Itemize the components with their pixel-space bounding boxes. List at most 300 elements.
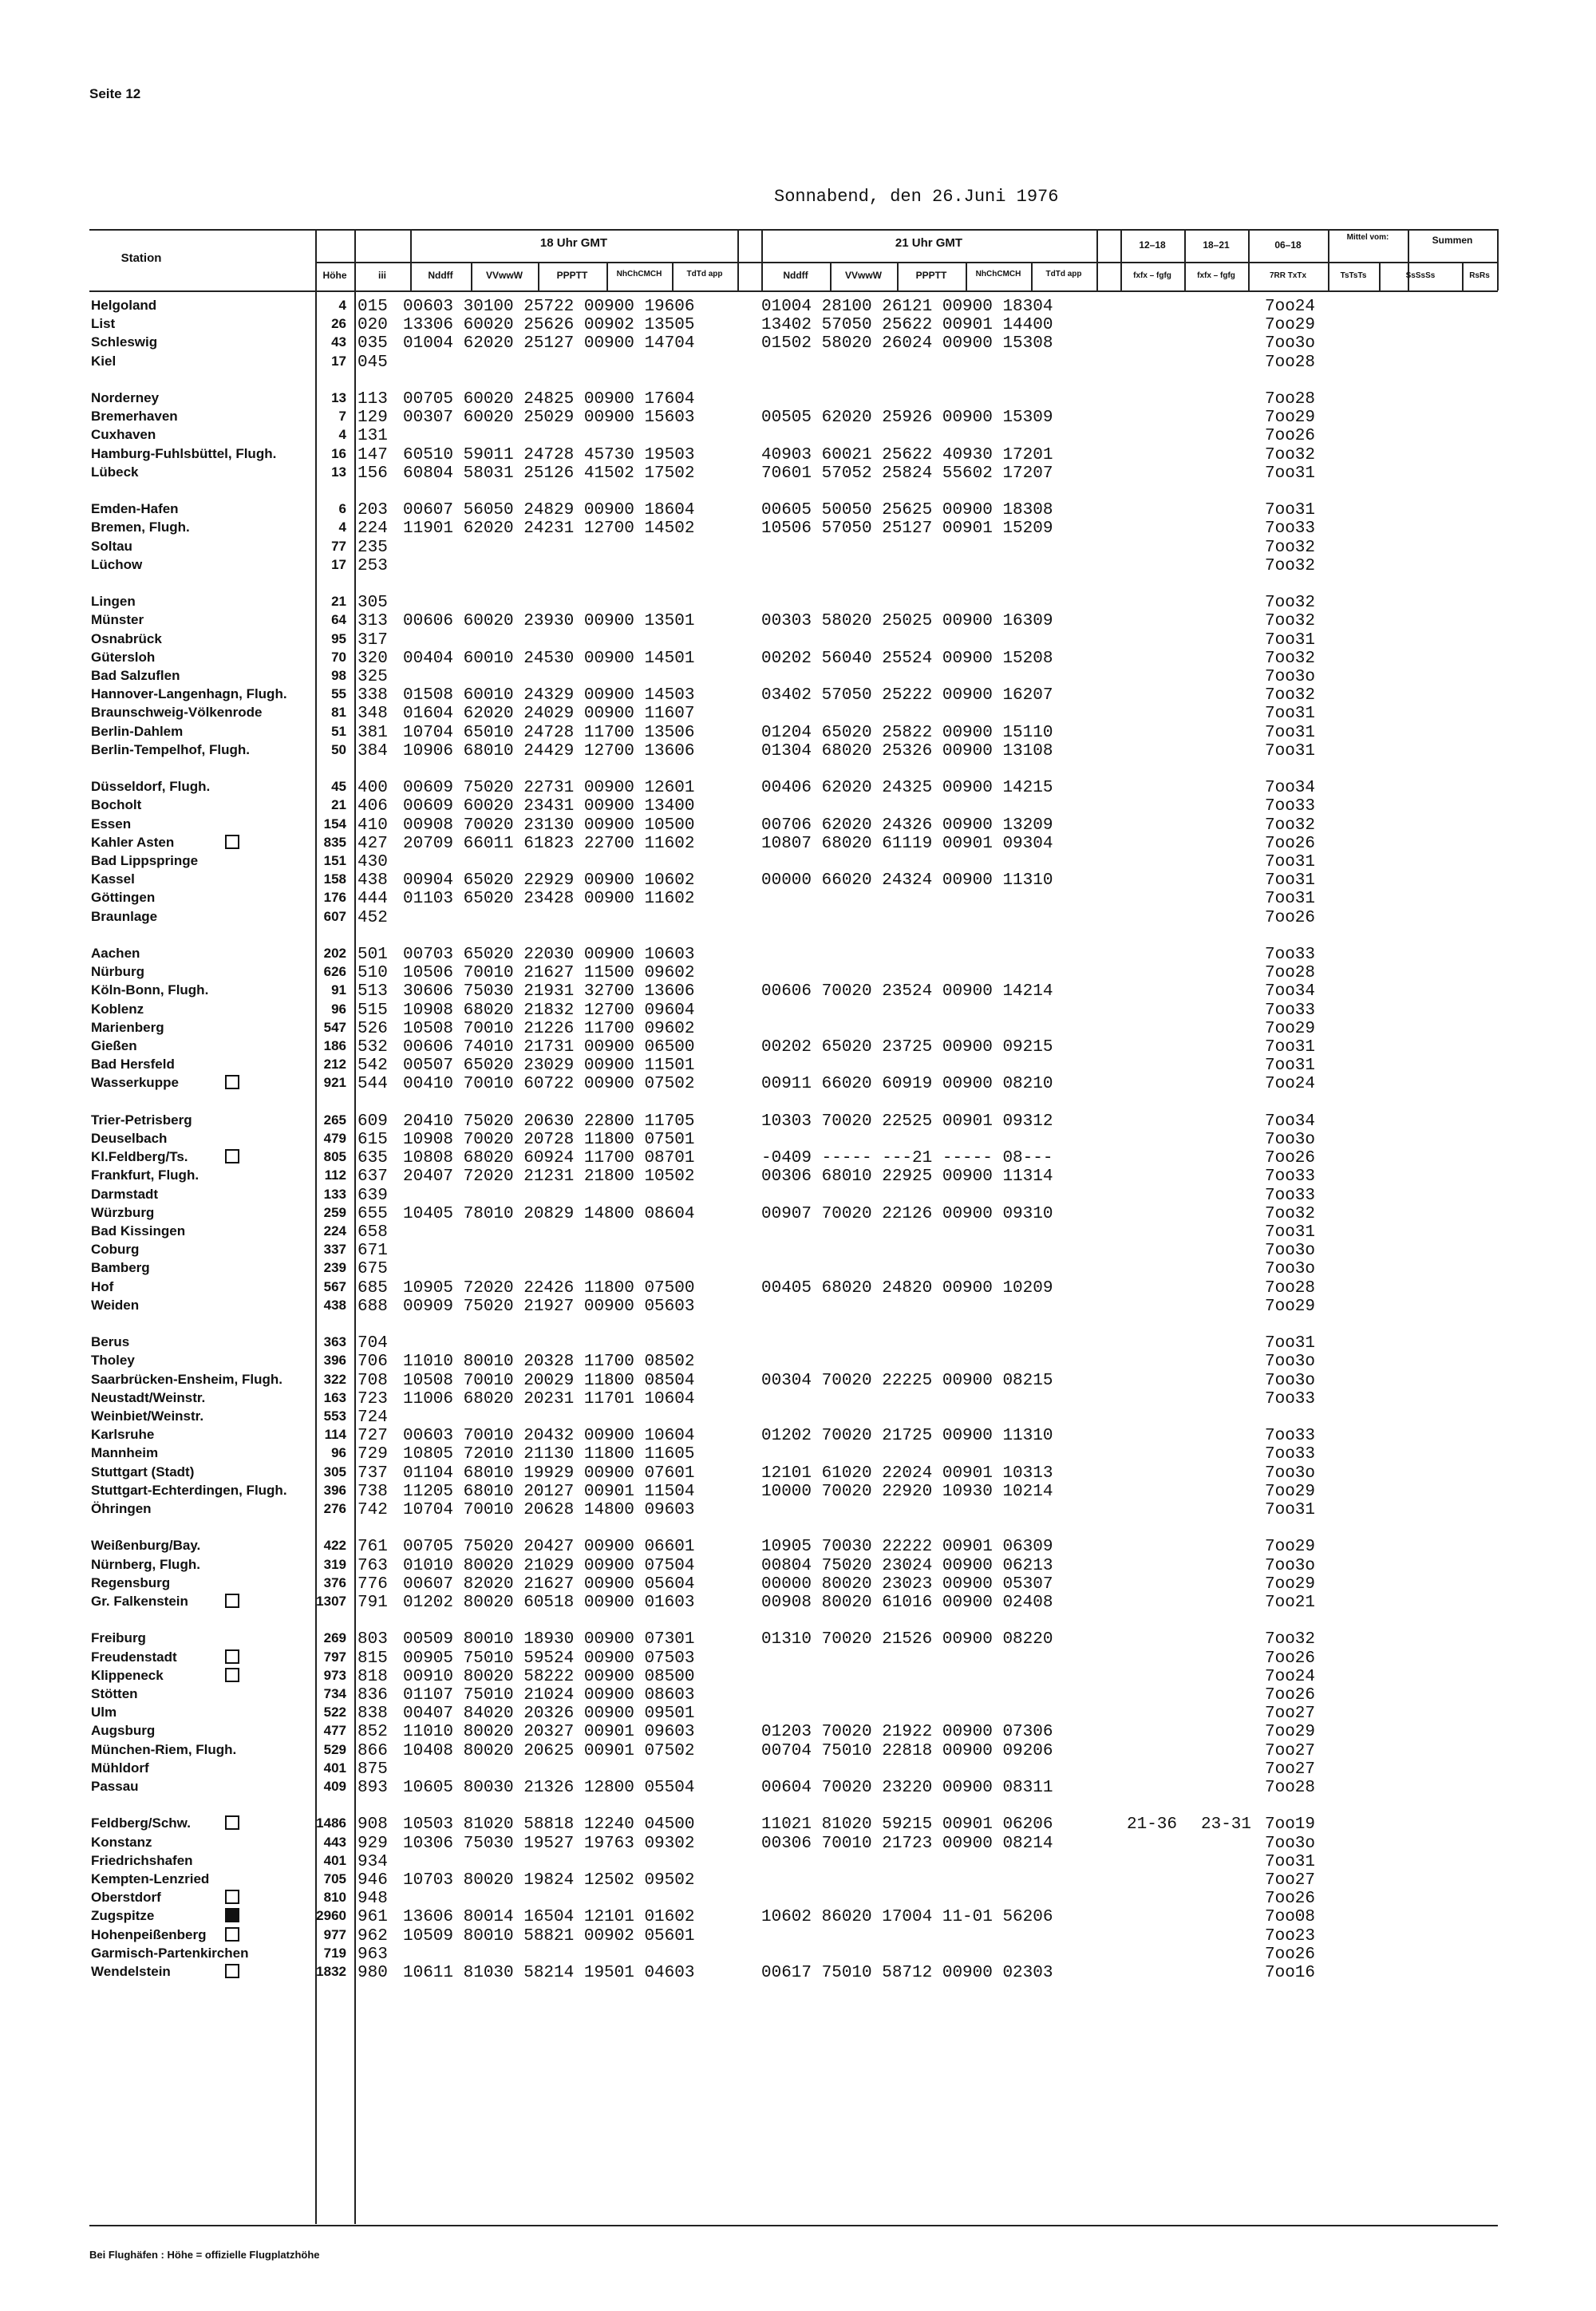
station-number: 704 xyxy=(358,1334,388,1353)
station-name: Köln-Bonn, Flugh. xyxy=(91,982,209,998)
station-number: 526 xyxy=(358,1019,388,1038)
station-number: 893 xyxy=(358,1779,388,1797)
station-number: 961 xyxy=(358,1908,388,1927)
table-row xyxy=(0,742,1596,760)
max-temp-06-18: 7oo31 xyxy=(1265,464,1316,483)
max-temp-06-18: 7oo33 xyxy=(1265,1001,1316,1020)
station-number: 708 xyxy=(358,1371,388,1390)
station-number: 113 xyxy=(358,390,388,409)
station-number: 948 xyxy=(358,1890,388,1909)
station-number: 430 xyxy=(358,853,388,871)
station-height: 401 xyxy=(323,1760,346,1776)
station-height: 443 xyxy=(323,1834,346,1850)
obs-18-utc: 00404 60010 24530 00900 14501 xyxy=(403,649,695,668)
table-row xyxy=(0,1501,1596,1519)
max-temp-06-18: 7oo31 xyxy=(1265,1057,1316,1076)
obs-21-utc: 01204 65020 25822 00900 15110 xyxy=(761,723,1053,742)
table-row xyxy=(0,1964,1596,1982)
max-temp-06-18: 7oo27 xyxy=(1265,1705,1316,1724)
obs-18-utc: 10405 78010 20829 14800 08604 xyxy=(403,1204,695,1223)
table-row xyxy=(0,557,1596,575)
table-row xyxy=(0,1760,1596,1779)
max-temp-06-18: 7oo31 xyxy=(1265,853,1316,871)
station-height: 133 xyxy=(323,1186,346,1202)
station-height: 21 xyxy=(331,594,346,610)
obs-18-utc: 20410 75020 20630 22800 11705 xyxy=(403,1112,695,1131)
table-row xyxy=(0,853,1596,871)
obs-18-utc: 00606 60020 23930 00900 13501 xyxy=(403,612,695,631)
mountain-station-icon xyxy=(225,1649,239,1666)
station-height: 17 xyxy=(331,556,346,572)
station-number: 727 xyxy=(358,1427,388,1446)
table-row xyxy=(0,298,1596,316)
max-temp-06-18: 7oo32 xyxy=(1265,445,1316,464)
station-number: 615 xyxy=(358,1131,388,1149)
station-name: Emden-Hafen xyxy=(91,501,179,517)
station-name: Hohenpeißenberg xyxy=(91,1926,207,1942)
obs-21-utc: 01310 70020 21526 00900 08220 xyxy=(761,1630,1053,1649)
max-temp-06-18: 7oo31 xyxy=(1265,741,1316,760)
table-row xyxy=(0,1649,1596,1668)
station-height: 114 xyxy=(324,1427,346,1443)
station-height: 13 xyxy=(331,464,346,480)
obs-21-utc: 00202 56040 25524 00900 15208 xyxy=(761,649,1053,668)
max-temp-06-18: 7oo33 xyxy=(1265,1167,1316,1187)
station-height: 43 xyxy=(331,334,346,350)
station-height: 4 xyxy=(338,519,346,535)
station-number: 544 xyxy=(358,1075,388,1094)
table-row xyxy=(0,1853,1596,1871)
obs-21-utc: 01502 58020 26024 00900 15308 xyxy=(761,334,1053,354)
table-row xyxy=(0,1205,1596,1223)
mountain-station-icon xyxy=(225,1890,239,1906)
table-row xyxy=(0,1575,1596,1594)
station-number: 515 xyxy=(358,1001,388,1020)
station-number: 609 xyxy=(358,1112,388,1131)
max-temp-06-18: 7oo26 xyxy=(1265,427,1316,446)
obs-18-utc: 01103 65020 23428 00900 11602 xyxy=(403,890,695,909)
station-name: Stötten xyxy=(91,1686,138,1701)
header-rsum: RsRs xyxy=(1469,271,1490,280)
station-name: Braunlage xyxy=(91,908,158,924)
max-temp-06-18: 7oo33 xyxy=(1265,1186,1316,1205)
station-height: 401 xyxy=(323,1852,346,1868)
table-row xyxy=(0,871,1596,890)
station-name: Münster xyxy=(91,612,144,628)
station-name: Bremen, Flugh. xyxy=(91,519,190,535)
table-row xyxy=(0,539,1596,557)
table-row xyxy=(0,1594,1596,1612)
station-number: 235 xyxy=(358,538,388,557)
station-height: 547 xyxy=(323,1019,346,1035)
table-row xyxy=(0,1445,1596,1464)
max-temp-06-18: 7oo29 xyxy=(1265,316,1316,335)
max-temp-06-18: 7oo33 xyxy=(1265,1445,1316,1464)
table-row xyxy=(0,650,1596,668)
station-name: Frankfurt, Flugh. xyxy=(91,1167,200,1183)
obs-21-utc: 00617 75010 58712 00900 02303 xyxy=(761,1964,1053,1982)
table-row xyxy=(0,724,1596,742)
obs-18-utc: 01107 75010 21024 00900 08603 xyxy=(403,1686,695,1705)
max-temp-06-18: 7oo24 xyxy=(1265,298,1316,316)
station-name: Kempten-Lenzried xyxy=(91,1871,210,1886)
obs-18-utc: 00905 75010 59524 00900 07503 xyxy=(403,1649,695,1668)
max-temp-06-18: 7oo33 xyxy=(1265,946,1316,964)
obs-21-utc: 01202 70020 21725 00900 11310 xyxy=(761,1427,1053,1446)
max-temp-06-18: 7oo3o xyxy=(1265,1556,1316,1575)
obs-21-utc: 10303 70020 22525 00901 09312 xyxy=(761,1112,1053,1131)
station-number: 400 xyxy=(358,779,388,798)
mountain-station-filled-icon xyxy=(225,1908,239,1925)
station-name: Hamburg-Fuhlsbüttel, Flugh. xyxy=(91,445,277,461)
station-number: 020 xyxy=(358,316,388,335)
obs-18-utc: 00507 65020 23029 00900 11501 xyxy=(403,1057,695,1076)
max-temp-06-18: 7oo28 xyxy=(1265,1779,1316,1797)
station-number: 723 xyxy=(358,1389,388,1408)
obs-18-utc: 10906 68010 24429 12700 13606 xyxy=(403,741,695,760)
obs-21-utc: 12101 61020 22024 00901 10313 xyxy=(761,1464,1053,1483)
obs-21-utc: -0409 ----- ---21 ----- 08--- xyxy=(761,1149,1053,1168)
obs-18-utc: 60804 58031 25126 41502 17502 xyxy=(403,464,695,483)
station-name: Cuxhaven xyxy=(91,427,156,443)
station-number: 639 xyxy=(358,1186,388,1205)
station-name: Hannover-Langenhagn, Flugh. xyxy=(91,686,287,702)
max-temp-06-18: 7oo23 xyxy=(1265,1926,1316,1946)
max-temp-06-18: 7oo32 xyxy=(1265,649,1316,668)
station-name: Nürnberg, Flugh. xyxy=(91,1556,200,1572)
mountain-station-icon xyxy=(225,1149,239,1166)
station-name: Wendelstein xyxy=(91,1964,171,1979)
obs-21-utc: 00304 70020 22225 00900 08215 xyxy=(761,1371,1053,1390)
obs-18-utc: 00609 75020 22731 00900 12601 xyxy=(403,779,695,798)
table-row xyxy=(0,1334,1596,1353)
max-temp-06-18: 7oo32 xyxy=(1265,538,1316,557)
max-temp-06-18: 7oo31 xyxy=(1265,1852,1316,1871)
station-name: Passau xyxy=(91,1779,139,1794)
obs-18-utc: 00410 70010 60722 00900 07502 xyxy=(403,1075,695,1094)
table-row xyxy=(0,612,1596,630)
obs-18-utc: 00606 74010 21731 00900 06500 xyxy=(403,1038,695,1057)
table-row xyxy=(0,1705,1596,1723)
table-row xyxy=(0,390,1596,409)
obs-21-utc: 00405 68020 24820 00900 10209 xyxy=(761,1278,1053,1298)
obs-18-utc: 10508 70010 21226 11700 09602 xyxy=(403,1019,695,1038)
mountain-station-icon xyxy=(225,1964,239,1981)
max-temp-06-18: 7oo27 xyxy=(1265,1741,1316,1760)
table-row xyxy=(0,1779,1596,1797)
station-name: Freudenstadt xyxy=(91,1649,177,1665)
station-number: 637 xyxy=(358,1167,388,1187)
station-number: 338 xyxy=(358,686,388,705)
obs-21-utc: 11021 81020 59215 00901 06206 xyxy=(761,1815,1053,1835)
obs-18-utc: 10605 80030 21326 12800 05504 xyxy=(403,1779,695,1797)
station-number: 836 xyxy=(358,1686,388,1705)
table-row xyxy=(0,1075,1596,1093)
table-row xyxy=(0,779,1596,797)
table-row xyxy=(0,686,1596,705)
table-row xyxy=(0,1464,1596,1483)
max-temp-06-18: 7oo08 xyxy=(1265,1908,1316,1927)
obs-18-utc: 10908 70020 20728 11800 07501 xyxy=(403,1131,695,1149)
obs-21-utc: 40903 60021 25622 40930 17201 xyxy=(761,445,1053,464)
station-name: Bocholt xyxy=(91,797,142,813)
station-name: Kl.Feldberg/Ts. xyxy=(91,1149,188,1165)
station-number: 015 xyxy=(358,298,388,316)
station-name: München-Riem, Flugh. xyxy=(91,1741,237,1757)
station-name: Gießen xyxy=(91,1038,137,1053)
max-temp-06-18: 7oo3o xyxy=(1265,1353,1316,1372)
station-name: Mühldorf xyxy=(91,1760,149,1776)
station-height: 797 xyxy=(323,1649,346,1665)
obs-21-utc: 13402 57050 25622 00901 14400 xyxy=(761,316,1053,335)
station-height: 835 xyxy=(323,834,346,850)
station-name: Konstanz xyxy=(91,1834,152,1850)
obs-21-utc: 10506 57050 25127 00901 15209 xyxy=(761,519,1053,539)
table-row xyxy=(0,1001,1596,1020)
max-temp-06-18: 7oo26 xyxy=(1265,1149,1316,1168)
station-name: Weinbiet/Weinstr. xyxy=(91,1408,204,1424)
table-row xyxy=(0,1020,1596,1038)
station-number: 320 xyxy=(358,649,388,668)
footnote: Bei Flughäfen : Höhe = offizielle Flugplatzhöhe xyxy=(89,2249,320,2261)
station-name: Tholey xyxy=(91,1353,135,1369)
station-height: 477 xyxy=(323,1723,346,1739)
obs-18-utc: 00703 65020 22030 00900 10603 xyxy=(403,946,695,964)
station-name: Öhringen xyxy=(91,1501,152,1516)
station-height: 50 xyxy=(331,741,346,757)
station-height: 522 xyxy=(323,1705,346,1720)
station-height: 396 xyxy=(323,1482,346,1498)
station-height: 607 xyxy=(323,908,346,924)
table-row xyxy=(0,890,1596,908)
max-temp-06-18: 7oo32 xyxy=(1265,556,1316,575)
max-temp-06-18: 7oo28 xyxy=(1265,964,1316,983)
station-number: 156 xyxy=(358,464,388,483)
station-number: 410 xyxy=(358,816,388,835)
table-row xyxy=(0,1668,1596,1686)
header-nh-18: NhChCMCH xyxy=(616,270,662,279)
max-temp-06-18: 7oo32 xyxy=(1265,1204,1316,1223)
mountain-station-icon xyxy=(225,1668,239,1685)
obs-18-utc: 11010 80010 20328 11700 08502 xyxy=(403,1353,695,1372)
station-name: Karlsruhe xyxy=(91,1427,155,1443)
station-name: Bremerhaven xyxy=(91,409,178,425)
table-row xyxy=(0,1038,1596,1057)
station-height: 13 xyxy=(331,390,346,405)
header-tdtd-18: TdTd app xyxy=(686,270,723,279)
station-height: 1832 xyxy=(316,1964,346,1979)
header-iii: iii xyxy=(377,270,386,281)
station-number: 035 xyxy=(358,334,388,354)
obs-21-utc: 00202 65020 23725 00900 09215 xyxy=(761,1038,1053,1057)
table-row xyxy=(0,1630,1596,1649)
station-height: 2960 xyxy=(316,1908,346,1924)
table-row xyxy=(0,982,1596,1001)
max-temp-06-18: 7oo31 xyxy=(1265,1334,1316,1353)
station-height: 719 xyxy=(323,1945,346,1961)
header-summen: Summen xyxy=(1432,235,1473,246)
table-row xyxy=(0,1187,1596,1205)
obs-18-utc: 30606 75030 21931 32700 13606 xyxy=(403,982,695,1001)
header-21-uhr: 21 Uhr GMT xyxy=(895,236,963,250)
mountain-station-icon xyxy=(225,1594,239,1610)
obs-18-utc: 00307 60020 25029 00900 15603 xyxy=(403,409,695,428)
table-row xyxy=(0,316,1596,334)
max-temp-06-18: 7oo28 xyxy=(1265,353,1316,372)
station-height: 16 xyxy=(331,445,346,461)
obs-21-utc: 00911 66020 60919 00900 08210 xyxy=(761,1075,1053,1094)
station-height: 163 xyxy=(323,1389,346,1405)
table-row xyxy=(0,1260,1596,1278)
station-height: 64 xyxy=(331,612,346,628)
obs-18-utc: 10704 70010 20628 14800 09603 xyxy=(403,1501,695,1519)
max-temp-06-18: 7oo33 xyxy=(1265,797,1316,816)
station-name: Hof xyxy=(91,1278,114,1294)
station-number: 147 xyxy=(358,445,388,464)
obs-18-utc: 00705 75020 20427 00900 06601 xyxy=(403,1538,695,1557)
date-line: Sonnabend, den 26.Juni 1976 xyxy=(774,187,1059,207)
station-number: 675 xyxy=(358,1260,388,1279)
station-name: Gütersloh xyxy=(91,649,156,665)
obs-21-utc: 00604 70020 23220 00900 08311 xyxy=(761,1779,1053,1797)
gust-12-18: 21-36 xyxy=(1127,1815,1178,1835)
station-name: Kahler Asten xyxy=(91,834,175,850)
header-station: Station xyxy=(120,251,162,265)
obs-21-utc: 00706 62020 24326 00900 13209 xyxy=(761,816,1053,835)
table-row xyxy=(0,519,1596,538)
station-name: Berlin-Tempelhof, Flugh. xyxy=(91,741,250,757)
station-height: 805 xyxy=(323,1149,346,1165)
table-row xyxy=(0,1557,1596,1575)
obs-21-utc: 10807 68020 61119 00901 09304 xyxy=(761,834,1053,853)
station-number: 542 xyxy=(358,1057,388,1076)
obs-18-utc: 00607 82020 21627 00900 05604 xyxy=(403,1574,695,1594)
table-row xyxy=(0,631,1596,650)
table-row xyxy=(0,668,1596,686)
obs-18-utc: 01004 62020 25127 00900 14704 xyxy=(403,334,695,354)
station-number: 685 xyxy=(358,1278,388,1298)
table-row xyxy=(0,1149,1596,1167)
station-number: 724 xyxy=(358,1408,388,1427)
obs-21-utc: 70601 57052 25824 55602 17207 xyxy=(761,464,1053,483)
header-hoehe: Höhe xyxy=(322,270,347,281)
obs-18-utc: 00603 70010 20432 00900 10604 xyxy=(403,1427,695,1446)
station-number: 203 xyxy=(358,501,388,520)
station-name: Lingen xyxy=(91,594,136,610)
station-name: Schleswig xyxy=(91,334,158,350)
station-name: Berus xyxy=(91,1334,130,1350)
obs-18-utc: 11010 80020 20327 00901 09603 xyxy=(403,1723,695,1742)
table-row xyxy=(0,1167,1596,1186)
obs-18-utc: 10905 72020 22426 11800 07500 xyxy=(403,1278,695,1298)
header-nddff-18: Nddff xyxy=(428,270,453,281)
table-row xyxy=(0,1353,1596,1371)
obs-21-utc: 10905 70030 22222 00901 06309 xyxy=(761,1538,1053,1557)
station-height: 705 xyxy=(323,1871,346,1886)
station-number: 317 xyxy=(358,630,388,650)
station-number: 131 xyxy=(358,427,388,446)
obs-21-utc: 01203 70020 21922 00900 07306 xyxy=(761,1723,1053,1742)
table-row xyxy=(0,1742,1596,1760)
station-name: Würzburg xyxy=(91,1204,155,1220)
station-height: 921 xyxy=(323,1075,346,1091)
station-height: 1307 xyxy=(316,1594,346,1609)
max-temp-06-18: 7oo3o xyxy=(1265,1260,1316,1279)
table-row xyxy=(0,446,1596,464)
max-temp-06-18: 7oo26 xyxy=(1265,1649,1316,1668)
max-temp-06-18: 7oo3o xyxy=(1265,334,1316,354)
mountain-station-icon xyxy=(225,1815,239,1832)
obs-18-utc: 10611 81030 58214 19501 04603 xyxy=(403,1964,695,1982)
station-height: 91 xyxy=(331,982,346,998)
max-temp-06-18: 7oo29 xyxy=(1265,409,1316,428)
table-row xyxy=(0,1408,1596,1427)
station-height: 151 xyxy=(323,853,346,868)
max-temp-06-18: 7oo34 xyxy=(1265,779,1316,798)
station-height: 977 xyxy=(323,1926,346,1942)
table-row xyxy=(0,1131,1596,1149)
header-tdtd-21: TdTd app xyxy=(1045,270,1082,279)
obs-18-utc: 00607 56050 24829 00900 18604 xyxy=(403,501,695,520)
obs-21-utc: 00505 62020 25926 00900 15309 xyxy=(761,409,1053,428)
station-height: 269 xyxy=(323,1630,346,1646)
obs-21-utc: 10000 70020 22920 10930 10214 xyxy=(761,1482,1053,1501)
obs-18-utc: 01202 80020 60518 00900 01603 xyxy=(403,1594,695,1612)
obs-18-utc: 00609 60020 23431 00900 13400 xyxy=(403,797,695,816)
max-temp-06-18: 7oo27 xyxy=(1265,1871,1316,1890)
station-height: 21 xyxy=(331,797,346,813)
station-height: 45 xyxy=(331,779,346,795)
station-height: 239 xyxy=(323,1260,346,1276)
station-height: 422 xyxy=(323,1538,346,1554)
station-number: 791 xyxy=(358,1594,388,1612)
station-number: 427 xyxy=(358,834,388,853)
station-name: Bamberg xyxy=(91,1260,150,1276)
header-ppptt-21: PPPTT xyxy=(915,270,947,281)
station-number: 438 xyxy=(358,871,388,891)
station-name: Weißenburg/Bay. xyxy=(91,1538,201,1554)
max-temp-06-18: 7oo29 xyxy=(1265,1019,1316,1038)
station-height: 322 xyxy=(323,1371,346,1387)
station-name: Stuttgart-Echterdingen, Flugh. xyxy=(91,1482,287,1498)
station-number: 962 xyxy=(358,1926,388,1946)
obs-21-utc: 00704 75010 22818 00900 09206 xyxy=(761,1741,1053,1760)
station-name: Aachen xyxy=(91,946,140,961)
max-temp-06-18: 7oo3o xyxy=(1265,1371,1316,1390)
max-temp-06-18: 7oo32 xyxy=(1265,816,1316,835)
station-number: 655 xyxy=(358,1204,388,1223)
obs-18-utc: 10509 80010 58821 00902 05601 xyxy=(403,1926,695,1946)
station-name: Klippeneck xyxy=(91,1667,164,1683)
station-name: Stuttgart (Stadt) xyxy=(91,1464,195,1479)
max-temp-06-18: 7oo34 xyxy=(1265,1112,1316,1131)
header-fxfx-1: fxfx – fgfg xyxy=(1133,271,1171,280)
table-row xyxy=(0,1538,1596,1556)
table-row xyxy=(0,835,1596,853)
station-name: Bad Lippspringe xyxy=(91,853,199,868)
max-temp-06-18: 7oo34 xyxy=(1265,982,1316,1001)
obs-21-utc: 00306 68010 22925 00900 11314 xyxy=(761,1167,1053,1187)
table-row xyxy=(0,1815,1596,1834)
station-number: 381 xyxy=(358,723,388,742)
station-name: Coburg xyxy=(91,1242,140,1258)
table-row xyxy=(0,1835,1596,1853)
station-height: 96 xyxy=(331,1001,346,1017)
station-name: Osnabrück xyxy=(91,630,162,646)
station-number: 501 xyxy=(358,946,388,964)
obs-18-utc: 10506 70010 21627 11500 09602 xyxy=(403,964,695,983)
obs-18-utc: 00705 60020 24825 00900 17604 xyxy=(403,390,695,409)
